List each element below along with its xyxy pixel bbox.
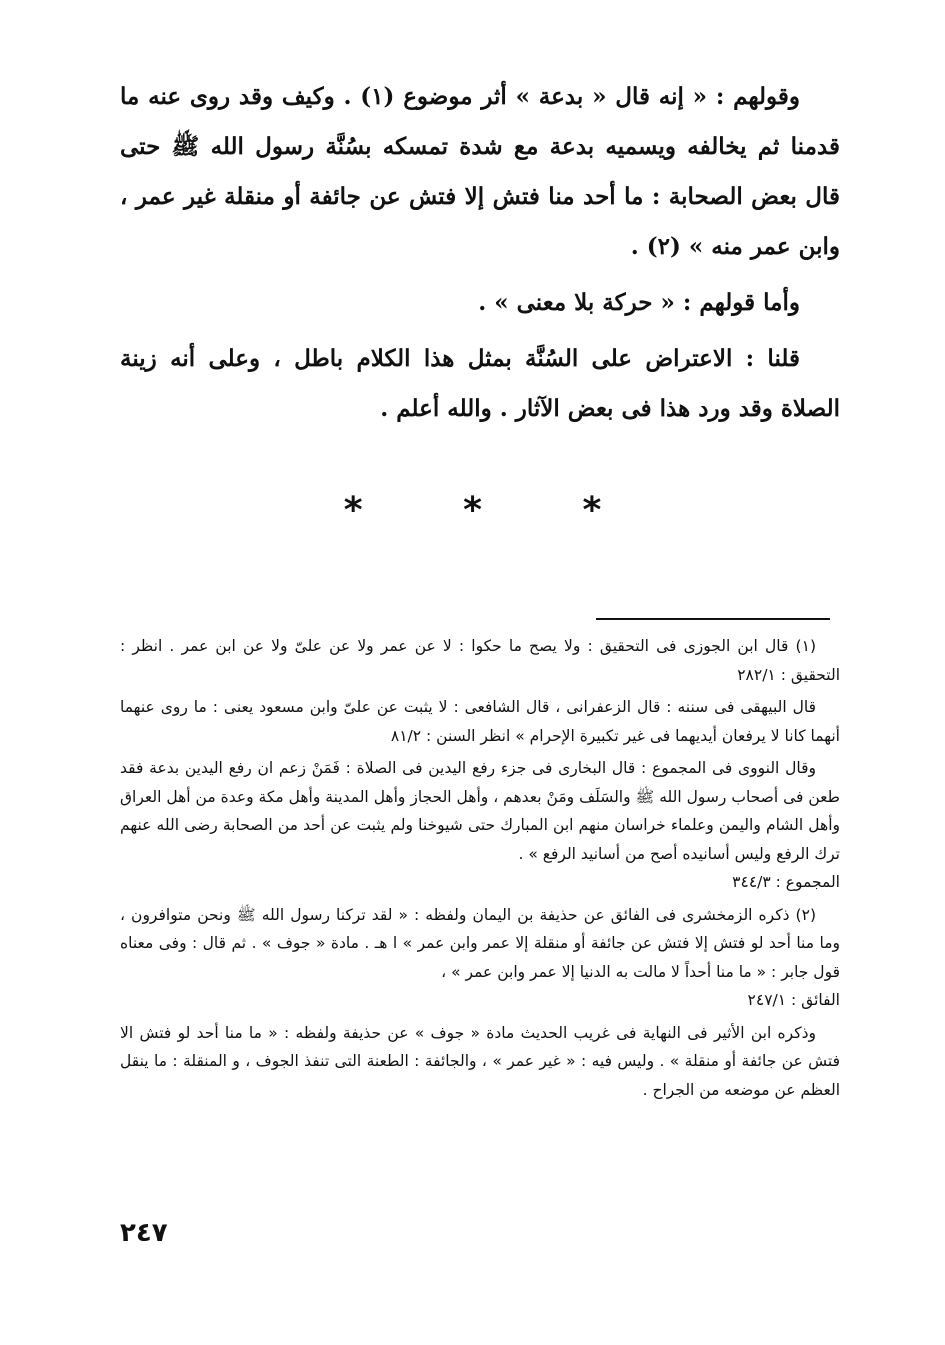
footnote-1-reference: المجموع : ٣٤٤/٣ (732, 873, 840, 891)
footnote-1-nawawi: وقال النووى فى المجموع : قال البخارى فى جزء رفع اليدين فى الصلاة : فَمَنْ زعم ان رفع اليدين بدعة فقد طعن فى أصحاب رسول الله ﷺ والسَلَف ومَنْ بعدهم ، وأهل الحجاز وأهل المدينة وأهل مكة وعدة من أهل العراق وأهل الشام واليمن وعلماء خراسان منهم ابن المبارك حتى شيوخنا ولم يثبت عن أحد من الصحابة رضى الله عنهم ترك الرفع وليس أسانيده أصح من أسانيد الرفع » . (120, 759, 840, 863)
paragraph-2: وأما قولهم : « حركة بلا معنى » . (478, 289, 800, 316)
footnote-2-ibn-athir: وذكره ابن الأثير فى النهاية فى غريب الحديث مادة « جوف » عن حذيفة ولفظه : « ما منا أحد لو فتش الا فتش عن جائفة أو منقلة » . وليس فيه : « غير عمر » ، والجائفة : الطعنة التى تنفذ الجوف ، و المنقلة : ما ينقل العظم عن موضعه من الجراح . (120, 1023, 840, 1099)
paragraph-3: قلنا : الاعتراض على السُنَّة بمثل هذا الكلام باطل ، وعلى أنه زينة الصلاة وقد ورد هذا فى بعض الآثار . والله أعلم . (120, 345, 840, 422)
main-text (120, 72, 840, 434)
paragraph-1: وقولهم : « إنه قال « بدعة » أثر موضوع (١) . وكيف وقد روى عنه ما قدمنا ثم يخالفه ويسميه بدعة مع شدة تمسكه بسُنَّة رسول الله ﷺ حتى قال بعض الصحابة : ما أحد منا فتش إلا فتش عن جائفة أو منقلة غير عمر ، وابن عمر منه » (٢) . (120, 83, 840, 260)
footnote-2: (٢) ذكره الزمخشرى فى الفائق عن حذيفة بن اليمان ولفظه : « لقد تركنا رسول الله ﷺ ونحن متوافرون ، وما منا أحد لو فتش إلا فتش عن جائفة أو منقلة إلا عمر وابن عمر » ا هـ . مادة « جوف » . ثم قال : وفى معناه قول جابر : « ما منا أحداً لا مالت به الدنيا إلا عمر وابن عمر » ، (120, 905, 840, 981)
section-separator: * * * (343, 490, 646, 531)
footnote-1: (١) قال ابن الجوزى فى التحقيق : ولا يصح ما حكوا : لا عن عمر ولا عن علىّ ولا عن ابن عمر . انظر : التحقيق : ٢٨٢/١ (120, 637, 840, 684)
page-number: ٢٤٧ (120, 1218, 168, 1248)
footnote-1-bayhaqi: قال البيهقى فى سننه : قال الزعفرانى ، قال الشافعى : لا يثبت عن علىّ وابن مسعود يعنى : ما روى عنهما أنهما كانا لا يرفعان أيديهما فى غير تكبيرة الإحرام » انظر السنن : ٨١/٢ (120, 698, 840, 745)
footnotes (120, 632, 840, 1108)
footnote-2-reference: الفائق : ٢٤٧/١ (747, 991, 840, 1009)
footnote-divider (596, 618, 830, 620)
